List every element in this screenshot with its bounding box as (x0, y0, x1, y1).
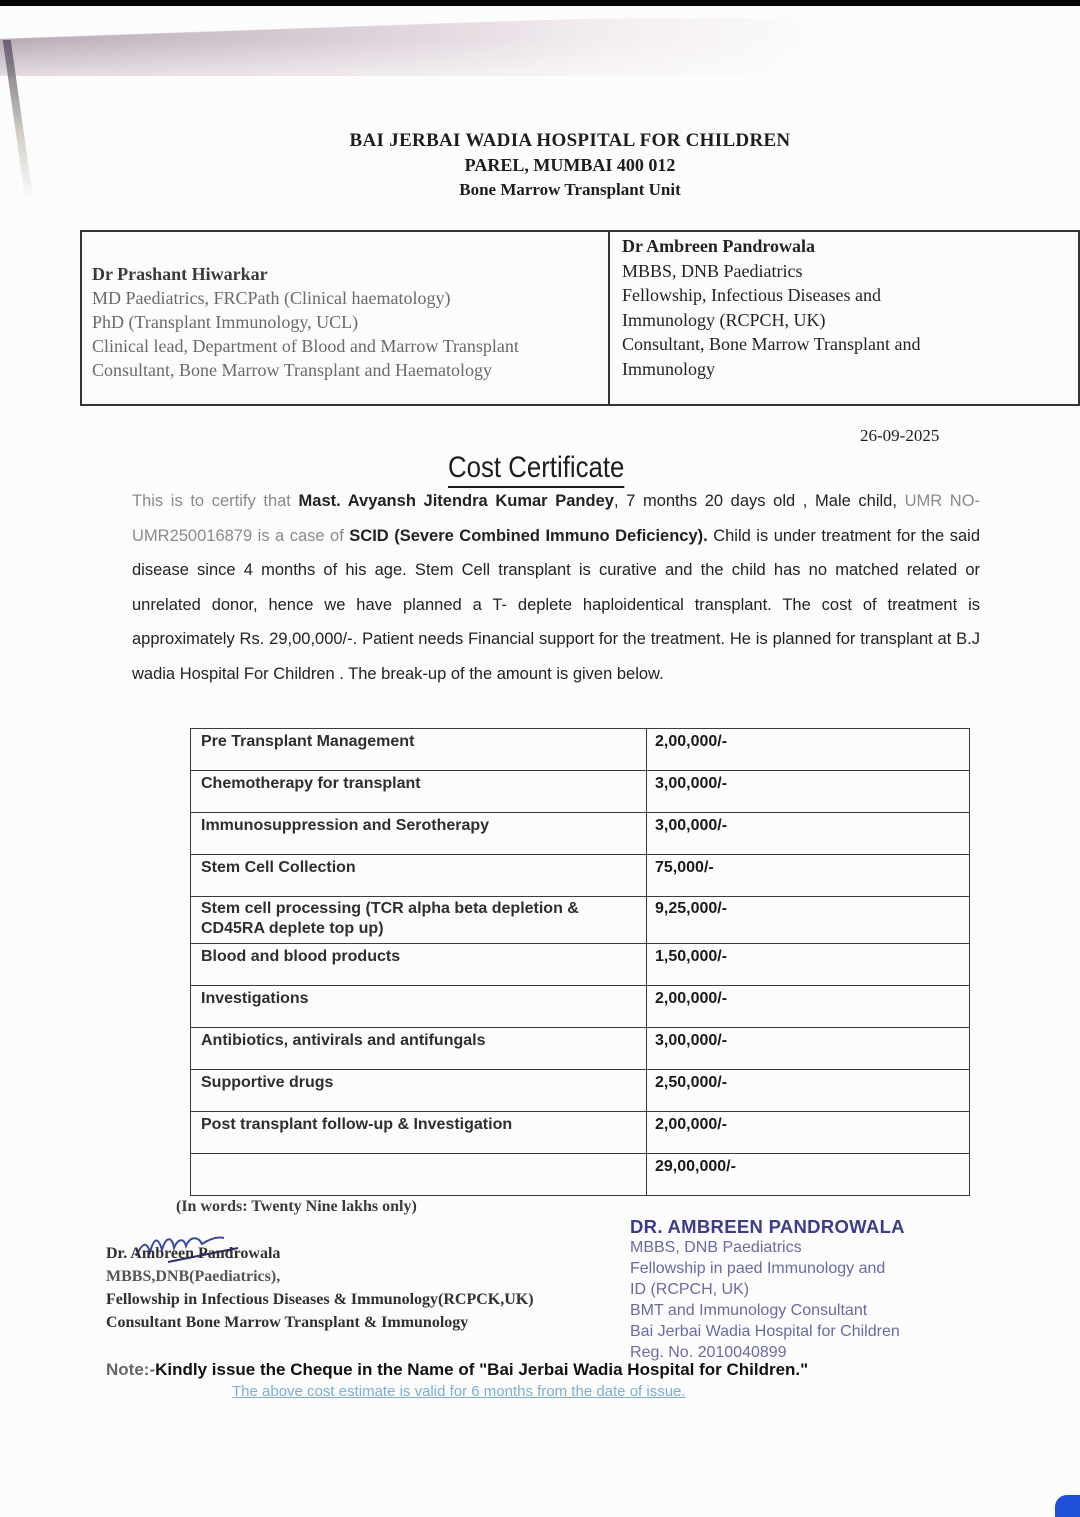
certificate-title: Cost Certificate (448, 450, 624, 488)
signatory-block (106, 1242, 534, 1334)
diagnosis: SCID (Severe Combined Immuno Deficiency). (349, 526, 708, 545)
table-total-row (191, 1154, 970, 1196)
doctor-left-line: MD Paediatrics, FRCPath (Clinical haematology) (92, 288, 451, 308)
stamp-line: Bai Jerbai Wadia Hospital for Children (630, 1323, 900, 1340)
body-text: Child is under treatment for the said disease since 4 months of his age. Stem Cell transplant is curative and the child has no matched related or unrelated donor, hence we have planned a T- deplete haploidentical transplant. The cost of treatment is approximately Rs. 29,00,000/-. Patient needs Financial support for the treatment. He is planned for transplant at B.J wadia Hospital For Children . The break-up of the amount is given below. (132, 526, 980, 683)
patient-name: Mast. Avyansh Jitendra Kumar Pandey (298, 492, 614, 510)
umr-number: UMR NO- UMR250016879 (132, 492, 981, 545)
doctor-left-line: PhD (Transplant Immunology, UCL) (92, 312, 359, 332)
table-row (191, 944, 970, 986)
cost-item: Immunosuppression and Serotherapy (191, 813, 647, 855)
doctor-right-line: Consultant, Bone Marrow Transplant and (622, 334, 921, 354)
cost-item: Investigations (191, 986, 647, 1028)
stamp-name: DR. AMBREEN PANDROWALA (630, 1216, 905, 1237)
table-row (191, 986, 970, 1028)
amount-in-words: (In words: Twenty Nine lakhs only) (176, 1198, 417, 1215)
note-prefix: Note:- (106, 1360, 156, 1379)
cost-amount: 75,000/- (647, 855, 970, 897)
note-text: Kindly issue the Cheque in the Name of "Bai Jerbai Wadia Hospital for Children." (155, 1360, 809, 1379)
signatory-line: Consultant Bone Marrow Transplant & Immunology (106, 1314, 469, 1331)
cost-item: Antibiotics, antivirals and antifungals (191, 1028, 647, 1070)
cost-item: Stem cell processing (TCR alpha beta depletion & CD45RA deplete top up) (191, 897, 647, 944)
hospital-name: BAI JERBAI WADIA HOSPITAL FOR CHILDREN (349, 130, 791, 151)
certificate-date: 26-09-2025 (860, 426, 940, 445)
table-row (191, 897, 970, 944)
certificate-body (132, 484, 980, 691)
total-amount: 29,00,000/- (647, 1154, 970, 1196)
doctor-left-line: Clinical lead, Department of Blood and Marrow Transplant (92, 336, 519, 356)
paper-shadow-fade (0, 40, 1080, 100)
body-text: is a case of (252, 526, 350, 545)
doctor-left-name: Dr Prashant Hiwarkar (92, 264, 268, 284)
stamp-line: BMT and Immunology Consultant (630, 1302, 868, 1319)
stamp-line: Reg. No. 2010040899 (630, 1344, 787, 1361)
cost-amount: 2,50,000/- (647, 1070, 970, 1112)
doctor-stamp (630, 1216, 905, 1363)
cost-breakup-table (190, 728, 970, 1196)
cost-amount: 3,00,000/- (647, 1028, 970, 1070)
table-row (191, 1112, 970, 1154)
cost-item: Post transplant follow-up & Investigation (191, 1112, 647, 1154)
table-row (191, 771, 970, 813)
signatory-name: Dr. Ambreen Pandrowala (106, 1245, 281, 1262)
doctor-right-line: Fellowship, Infectious Diseases and (622, 285, 881, 305)
cost-item: Blood and blood products (191, 944, 647, 986)
table-row (191, 729, 970, 771)
cost-item: Supportive drugs (191, 1070, 647, 1112)
doctor-right-line: Immunology (622, 358, 715, 379)
table-row (191, 1028, 970, 1070)
cost-amount: 2,00,000/- (647, 986, 970, 1028)
doctor-left-info (92, 262, 519, 382)
doctor-right-line: MBBS, DNB Paediatrics (622, 260, 803, 281)
doctor-left-line: Consultant, Bone Marrow Transplant and Haematology (92, 360, 492, 380)
cost-amount: 2,00,000/- (647, 729, 970, 771)
table-row (191, 855, 970, 897)
table-row (191, 1070, 970, 1112)
table-row (191, 813, 970, 855)
cost-amount: 3,00,000/- (647, 771, 970, 813)
stamp-line: ID (RCPCH, UK) (630, 1281, 750, 1298)
stamp-line: MBBS, DNB Paediatrics (630, 1239, 802, 1256)
body-text: This is to certify that (132, 492, 299, 510)
doctor-right-name: Dr Ambreen Pandrowala (622, 236, 816, 256)
unit-name: Bone Marrow Transplant Unit (459, 180, 681, 199)
signatory-line: MBBS,DNB(Paediatrics), (106, 1268, 281, 1285)
cost-item: Stem Cell Collection (191, 855, 647, 897)
photo-corner-artifact (1055, 1495, 1080, 1517)
body-text: , 7 months 20 days old , Male child, (613, 492, 905, 510)
stamp-line: Fellowship in paed Immunology and (630, 1260, 886, 1277)
validity-note: The above cost estimate is valid for 6 months from the date of issue. (232, 1383, 686, 1400)
cost-item: Chemotherapy for transplant (191, 771, 647, 813)
cheque-note (106, 1360, 808, 1380)
cost-amount: 1,50,000/- (647, 944, 970, 986)
doctors-box-divider (608, 230, 610, 406)
cost-amount: 2,00,000/- (647, 1112, 970, 1154)
cost-item: Pre Transplant Management (191, 729, 647, 771)
signatory-line: Fellowship in Infectious Diseases & Immunology(RCPCK,UK) (106, 1291, 534, 1308)
cost-amount: 3,00,000/- (647, 813, 970, 855)
doctor-right-line: Immunology (RCPCH, UK) (622, 309, 826, 330)
cost-amount: 9,25,000/- (647, 897, 970, 944)
hospital-address: PAREL, MUMBAI 400 012 (464, 155, 676, 175)
photo-top-edge (0, 0, 1080, 6)
total-label-cell (191, 1154, 647, 1196)
doctor-right-info (622, 234, 921, 381)
